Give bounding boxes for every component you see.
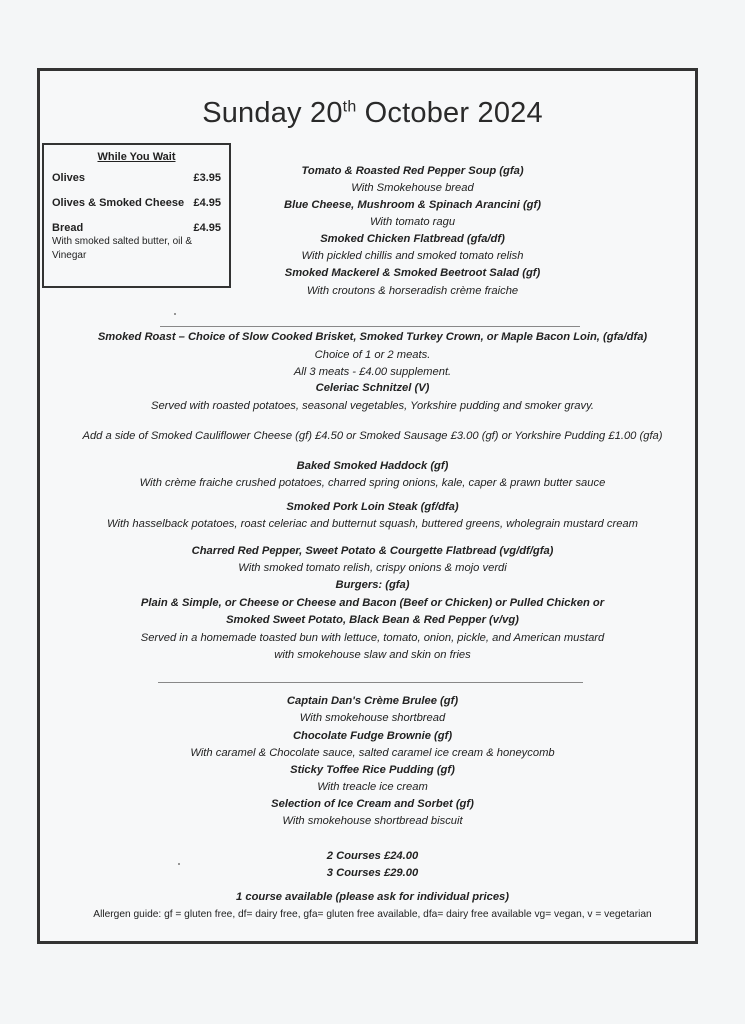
- starter-1-name: Tomato & Roasted Red Pepper Soup (gfa): [301, 165, 524, 177]
- dessert-1-name: Captain Dan's Crème Brulee (gf): [286, 695, 459, 707]
- while-you-wait-box: [42, 143, 231, 288]
- wait-item-olives-cheese: Olives & Smoked Cheese £4.95: [52, 197, 221, 209]
- divider-2: [158, 682, 583, 683]
- burgers-desc-1: Served in a homemade toasted bun with lettuce, tomato, onion, pickle, and American mustard: [140, 632, 605, 644]
- while-you-wait-heading: While You Wait: [97, 151, 176, 163]
- burgers-options-1: Plain & Simple, or Cheese or Cheese and Bacon (Beef or Chicken) or Pulled Chicken or: [140, 597, 605, 609]
- starter-3-desc: With pickled chillis and smoked tomato relish: [301, 250, 524, 262]
- starter-1-desc: With Smokehouse bread: [351, 182, 474, 194]
- burgers-options-2: Smoked Sweet Potato, Black Bean & Red Pepper (v/vg): [226, 614, 519, 626]
- celeriac-schnitzel: Celeriac Schnitzel (V): [315, 382, 430, 394]
- dessert-4-desc: With smokehouse shortbread biscuit: [282, 815, 463, 827]
- flatbread-desc: With smoked tomato relish, crispy onions & mojo verdi: [238, 562, 507, 574]
- dessert-1-desc: With smokehouse shortbread: [299, 712, 446, 724]
- three-courses-price: 3 Courses £29.00: [326, 867, 419, 879]
- starter-4-desc: With croutons & horseradish crème fraiche: [306, 285, 519, 297]
- roast-choice: Choice of 1 or 2 meats.: [314, 349, 431, 361]
- starter-3-name: Smoked Chicken Flatbread (gfa/df): [320, 233, 505, 245]
- roast-title: Smoked Roast – Choice of Slow Cooked Brisket, Smoked Turkey Crown, or Maple Bacon Loin, (gfa/dfa): [97, 331, 648, 343]
- haddock-desc: With crème fraiche crushed potatoes, charred spring onions, kale, caper & prawn butter sauce: [139, 477, 606, 489]
- dessert-2-name: Chocolate Fudge Brownie (gf): [292, 730, 453, 742]
- dessert-3-desc: With treacle ice cream: [317, 781, 428, 793]
- speck: [178, 863, 180, 865]
- starter-2-desc: With tomato ragu: [369, 216, 456, 228]
- roast-supplement: All 3 meats - £4.00 supplement.: [293, 366, 452, 378]
- dessert-3-name: Sticky Toffee Rice Pudding (gf): [290, 764, 455, 776]
- sides-line: Add a side of Smoked Cauliflower Cheese (gf) £4.50 or Smoked Sausage £3.00 (gf) or Yorkshire Pudding £1.00 (gfa): [82, 430, 663, 442]
- dessert-2-desc: With caramel & Chocolate sauce, salted caramel ice cream & honeycomb: [190, 747, 555, 759]
- bread-note: With smoked salted butter, oil & Vinegar: [52, 236, 193, 261]
- wait-item-bread: Bread £4.95: [52, 222, 221, 234]
- one-course-note: 1 course available (please ask for individual prices): [236, 891, 509, 903]
- page-title: Sunday 20th October 2024: [202, 97, 543, 129]
- pork-desc: With hasselback potatoes, roast celeriac and butternut squash, buttered greens, wholegrain mustard cream: [107, 518, 638, 530]
- divider-1: [160, 326, 580, 327]
- allergen-guide: Allergen guide: gf = gluten free, df= dairy free, gfa= gluten free available, dfa= dairy free available vg= vegan, v = vegetarian: [93, 909, 652, 920]
- served-with: Served with roasted potatoes, seasonal vegetables, Yorkshire pudding and smoker gravy.: [151, 400, 594, 412]
- burgers-desc-2: with smokehouse slaw and skin on fries: [274, 649, 471, 661]
- burgers-heading: Burgers: (gfa): [335, 579, 410, 591]
- starter-2-name: Blue Cheese, Mushroom & Spinach Arancini (gf): [284, 199, 541, 211]
- starter-4-name: Smoked Mackerel & Smoked Beetroot Salad (gf): [284, 267, 541, 279]
- wait-item-olives: Olives £3.95: [52, 172, 221, 184]
- pork-loin: Smoked Pork Loin Steak (gf/dfa): [286, 501, 459, 513]
- flatbread: Charred Red Pepper, Sweet Potato & Courgette Flatbread (vg/df/gfa): [191, 545, 554, 557]
- dessert-4-name: Selection of Ice Cream and Sorbet (gf): [271, 798, 474, 810]
- two-courses-price: 2 Courses £24.00: [326, 850, 419, 862]
- speck: [174, 313, 176, 315]
- haddock: Baked Smoked Haddock (gf): [296, 460, 449, 472]
